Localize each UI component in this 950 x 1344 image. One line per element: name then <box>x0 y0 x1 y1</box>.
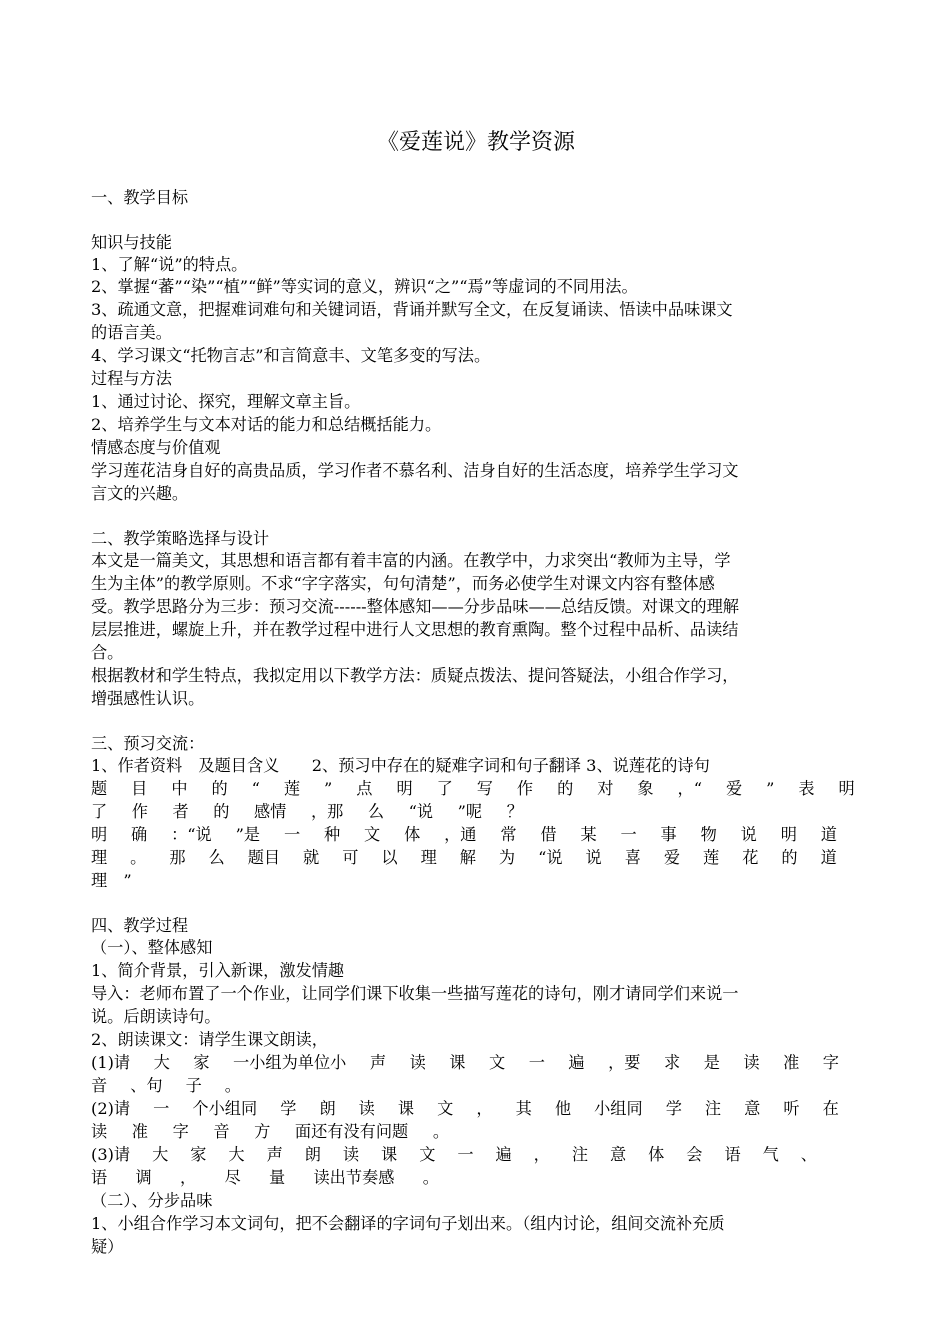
text-segment: 子 <box>185 1076 202 1095</box>
subheading-process: 过程与方法 <box>91 369 172 388</box>
text-segment: 语 <box>91 1168 108 1187</box>
text-segment: 为 <box>498 848 516 867</box>
text-segment: 是 <box>703 1053 720 1072</box>
text-segment: 借 <box>540 825 557 844</box>
justified-line <box>91 1052 839 1074</box>
justified-line <box>91 1075 241 1097</box>
text-segment: 准 <box>131 1122 148 1141</box>
text-segment: 文 <box>488 1053 506 1072</box>
text-segment: 声 <box>266 1145 283 1164</box>
text-segment: 其 <box>515 1099 532 1118</box>
text-segment: 读 <box>358 1099 375 1118</box>
text-segment: 。 <box>224 1076 241 1095</box>
text-segment: 朗 <box>319 1099 336 1118</box>
text-segment: ， <box>476 1099 493 1118</box>
text-segment: 理 <box>91 848 108 867</box>
subheading-emotion: 情感态度与价值观 <box>91 438 221 457</box>
text-segment: 象 <box>637 779 654 798</box>
text-segment: 意 <box>609 1145 627 1164</box>
text-segment: 某 <box>580 825 597 844</box>
section-heading-strategy: 二、教学策略选择与设计 <box>91 529 270 548</box>
paragraph-line: 3、疏通文意，把握难词难句和关键词语，背诵并默写全文，在反复诵读、悟读中品味课文 <box>91 300 733 319</box>
text-segment: 么 <box>208 848 225 867</box>
text-segment: 表 <box>798 779 815 798</box>
text-segment: 求 <box>663 1053 681 1072</box>
text-segment: 朗 <box>304 1145 321 1164</box>
text-segment: 音 <box>213 1122 230 1141</box>
text-segment: 学 <box>280 1099 297 1118</box>
text-segment: 在 <box>822 1099 839 1118</box>
text-segment: 点 <box>356 779 373 798</box>
subsection-heading: （一）、整体感知 <box>91 938 213 957</box>
text-segment: 的 <box>211 779 228 798</box>
text-segment: 。 <box>130 848 147 867</box>
justified-line <box>91 847 837 869</box>
text-segment: 小组同 <box>594 1099 643 1118</box>
text-segment: 语 <box>724 1145 741 1164</box>
text-segment: 明 <box>396 779 413 798</box>
justified-line <box>91 1121 449 1143</box>
text-segment: ：“说 <box>171 825 212 844</box>
text-segment: 尽 <box>224 1168 241 1187</box>
text-segment: 他 <box>554 1099 572 1118</box>
text-segment: 遍 <box>495 1145 512 1164</box>
text-segment: 课 <box>381 1145 398 1164</box>
text-segment: 注 <box>704 1099 722 1118</box>
text-segment: 、 <box>800 1145 817 1164</box>
text-segment: 调 <box>135 1168 152 1187</box>
text-segment: 以 <box>381 848 398 867</box>
text-segment: 明 <box>91 825 108 844</box>
text-segment: 大 <box>153 1053 170 1072</box>
text-segment: 文 <box>419 1145 436 1164</box>
text-segment: 字 <box>822 1053 839 1072</box>
paragraph-line: 理 ” <box>91 871 132 890</box>
paragraph-line: 本文是一篇美文，其思想和语言都有着丰富的内涵。在教学中，力求突出“教师为主导，学 <box>91 551 731 570</box>
section-heading-goals: 一、教学目标 <box>91 188 189 207</box>
text-segment: 目 <box>131 779 148 798</box>
text-segment: ，“ <box>677 779 702 798</box>
text-segment: 道 <box>820 848 837 867</box>
text-segment: 读 <box>342 1145 360 1164</box>
text-segment: 理 <box>420 848 437 867</box>
paragraph-line: 1、小组合作学习本文词句，把不会翻译的字词句子划出来。（组内讨论，组间交流补充质 <box>91 1214 725 1233</box>
text-segment: 音 <box>91 1076 108 1095</box>
text-segment: 一 <box>153 1099 170 1118</box>
paragraph-line: 根据教材和学生特点，我拟定用以下教学方法：质疑点拨法、提问答疑法，小组合作学习， <box>91 666 739 685</box>
text-segment: (1)请 <box>91 1053 131 1072</box>
text-segment: 气 <box>762 1145 779 1164</box>
justified-line <box>91 824 837 846</box>
text-segment: 会 <box>686 1145 703 1164</box>
text-segment: 花 <box>742 848 759 867</box>
text-segment: 说 <box>740 825 757 844</box>
subheading-knowledge: 知识与技能 <box>91 233 172 252</box>
text-segment: 的 <box>557 779 574 798</box>
text-segment: 对 <box>597 779 614 798</box>
text-segment: 准 <box>783 1053 800 1072</box>
section-heading-process: 四、教学过程 <box>91 916 189 935</box>
text-segment: 字 <box>172 1122 189 1141</box>
text-segment: 那 <box>169 848 186 867</box>
text-segment: 明 <box>780 825 797 844</box>
section-heading-preview: 三、预习交流： <box>91 734 205 753</box>
text-segment: 爱 <box>725 779 743 798</box>
paragraph-line: 2、掌握“蕃”“染”“植”“鲜”等实词的意义，辨识“之”“焉”等虚词的不同用法。 <box>91 277 638 296</box>
paragraph-line: 疑） <box>91 1237 124 1256</box>
text-segment: 家 <box>193 1053 210 1072</box>
text-segment: 课 <box>397 1099 415 1118</box>
justified-line <box>91 778 855 800</box>
text-segment: 么 <box>367 802 385 821</box>
text-segment: 说 <box>585 848 602 867</box>
paragraph-line: 生为主体”的教学原则。不求“字字落实，句句清楚”，而务必使学生对课文内容有整体感 <box>91 574 715 593</box>
paragraph-line: 2、培养学生与文本对话的能力和总结概括能力。 <box>91 415 442 434</box>
text-segment: 感情 <box>254 802 287 821</box>
text-segment: 一 <box>283 825 301 844</box>
text-segment: “说 <box>538 848 563 867</box>
text-segment: 物 <box>700 825 717 844</box>
paragraph-line: 1、简介背景，引入新课，激发情趣 <box>91 961 345 980</box>
text-segment: 课 <box>449 1053 466 1072</box>
text-segment: 声 <box>369 1053 387 1072</box>
text-segment: (2)请 <box>91 1099 131 1118</box>
text-segment: 一 <box>457 1145 474 1164</box>
paragraph-line: 1、通过讨论、探究，理解文章主旨。 <box>91 392 361 411</box>
text-segment: 学 <box>665 1099 682 1118</box>
paragraph-line: 受。教学思路分为三步：预习交流------整体感知——分步品味——总结反馈。对课文的理解 <box>91 597 739 616</box>
paragraph-line: 1、了解“说”的特点。 <box>91 255 248 274</box>
paragraph-line: 言文的兴趣。 <box>91 484 189 503</box>
text-segment: 的 <box>781 848 798 867</box>
text-segment: 者 <box>172 802 189 821</box>
text-segment: 一 <box>528 1053 545 1072</box>
text-segment: ”呢 <box>457 802 483 821</box>
text-segment: 写 <box>476 779 493 798</box>
text-segment: 。 <box>422 1168 439 1187</box>
text-segment: 意 <box>744 1099 761 1118</box>
text-segment: 解 <box>459 848 476 867</box>
text-segment: ？ <box>506 802 523 821</box>
text-segment: ， <box>180 1168 197 1187</box>
text-segment: 喜 <box>624 848 641 867</box>
text-segment: ”是 <box>235 825 261 844</box>
text-segment: ，要 <box>608 1053 641 1072</box>
text-segment: 。 <box>432 1122 449 1141</box>
paragraph-line: 4、学习课文“托物言志”和言简意丰、文笔多变的写法。 <box>91 346 491 365</box>
text-segment: 读 <box>409 1053 426 1072</box>
text-segment: 体 <box>648 1145 665 1164</box>
text-segment: 爱 <box>663 848 681 867</box>
text-segment: 题 <box>91 779 108 798</box>
text-segment: 大 <box>152 1145 169 1164</box>
text-segment: 常 <box>500 825 517 844</box>
text-segment: 一 <box>620 825 637 844</box>
text-segment: ，那 <box>310 802 344 821</box>
document-title: 《爱莲说》教学资源 <box>376 130 575 155</box>
text-segment: 一小组为单位小 <box>233 1053 347 1072</box>
text-segment: 确 <box>131 825 148 844</box>
justified-line <box>91 1167 439 1189</box>
text-segment: “ <box>251 779 260 798</box>
text-segment: 事 <box>660 825 677 844</box>
text-segment: 文 <box>437 1099 454 1118</box>
text-segment: 了 <box>91 802 108 821</box>
text-segment: 听 <box>783 1099 800 1118</box>
text-segment: 读出节奏感 <box>313 1168 395 1187</box>
text-segment: 莲 <box>283 779 301 798</box>
paragraph-line: 层层推进，螺旋上升，并在教学过程中进行人文思想的教育熏陶。整个过程中品析、品读结 <box>91 620 739 639</box>
text-segment: 莲 <box>703 848 720 867</box>
text-segment: ” <box>324 779 333 798</box>
text-segment: 作 <box>516 779 534 798</box>
paragraph-line: 增强感性认识。 <box>91 689 205 708</box>
text-segment: 个小组同 <box>192 1099 258 1118</box>
paragraph-line: 导入：老师布置了一个作业，让同学们课下收集一些描写莲花的诗句，刚才请同学们来说一 <box>91 984 739 1003</box>
text-segment: 读 <box>91 1122 108 1141</box>
text-segment: “说 <box>408 802 434 821</box>
text-segment: 文 <box>364 825 381 844</box>
text-segment: 家 <box>190 1145 207 1164</box>
text-segment: (3)请 <box>91 1145 131 1164</box>
text-segment: 注 <box>571 1145 588 1164</box>
text-segment: 就 <box>303 848 320 867</box>
text-segment: 、句 <box>130 1076 163 1095</box>
paragraph-line: 说。后朗读诗句。 <box>91 1007 221 1026</box>
subsection-heading: （二）、分步品味 <box>91 1191 213 1210</box>
justified-line <box>91 1144 817 1166</box>
text-segment: ， <box>533 1145 550 1164</box>
text-segment: 大 <box>228 1145 245 1164</box>
text-segment: 种 <box>323 825 341 844</box>
text-segment: 可 <box>342 848 359 867</box>
text-segment: 读 <box>743 1053 760 1072</box>
text-segment: 明 <box>838 779 855 798</box>
text-segment: 量 <box>269 1168 286 1187</box>
justified-line <box>91 1098 839 1120</box>
paragraph-line: 学习莲花洁身自好的高贵品质，学习作者不慕名利、洁身自好的生活态度，培养学生学习文 <box>91 461 739 480</box>
text-segment: 题目 <box>247 848 281 867</box>
text-segment: 了 <box>436 779 453 798</box>
text-segment: 中 <box>171 779 188 798</box>
text-segment: 道 <box>820 825 837 844</box>
text-segment: ” <box>766 779 775 798</box>
text-segment: 遍 <box>568 1053 585 1072</box>
text-segment: ，通 <box>444 825 477 844</box>
text-segment: 体 <box>404 825 421 844</box>
text-segment: 的 <box>213 802 230 821</box>
text-segment: 作 <box>131 802 148 821</box>
paragraph-line: 2、朗读课文：请学生课文朗读， <box>91 1030 328 1049</box>
paragraph-line: 1、作者资料 及题目含义 2、预习中存在的疑难字词和句子翻译 3、说莲花的诗句 <box>91 756 710 775</box>
text-segment: 面还有没有问题 <box>294 1122 409 1141</box>
paragraph-line: 的语言美。 <box>91 323 172 342</box>
paragraph-line: 合。 <box>91 643 124 662</box>
text-segment: 方 <box>254 1122 271 1141</box>
justified-line <box>91 801 523 823</box>
